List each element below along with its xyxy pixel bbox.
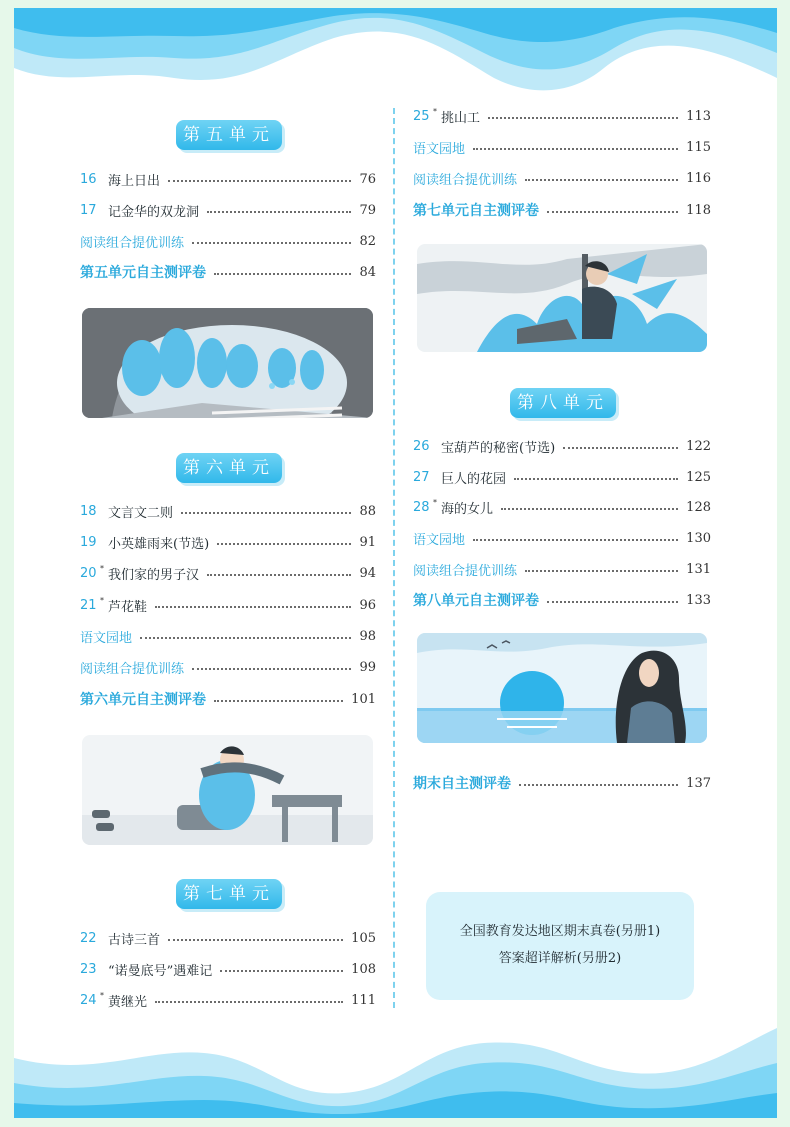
lesson-number: 27 bbox=[413, 469, 430, 485]
toc-row[interactable] bbox=[80, 927, 376, 949]
supplement-line-2: 答案超详解析(另册2) bbox=[498, 951, 622, 966]
page-number: 79 bbox=[359, 202, 376, 218]
toc-row[interactable] bbox=[413, 589, 711, 611]
leader-dots bbox=[207, 574, 351, 576]
lesson-title: “诺曼底号”遇难记 bbox=[108, 963, 213, 979]
lesson-number: 22 bbox=[80, 930, 97, 946]
lesson-number: 19 bbox=[80, 534, 97, 550]
page-number: 94 bbox=[359, 565, 376, 581]
page-number: 113 bbox=[686, 108, 711, 124]
lesson-number: 20 * bbox=[80, 563, 104, 581]
leader-dots bbox=[220, 970, 343, 972]
lesson-number: 28 * bbox=[413, 497, 437, 515]
toc-row[interactable] bbox=[80, 989, 376, 1011]
toc-row[interactable] bbox=[413, 167, 711, 189]
leader-dots bbox=[168, 939, 343, 941]
toc-row[interactable] bbox=[80, 261, 376, 283]
toc-row[interactable] bbox=[80, 531, 376, 553]
leader-dots bbox=[514, 478, 678, 480]
unit-badge-6: 第六单元 bbox=[176, 453, 282, 483]
lesson-number: 18 bbox=[80, 503, 97, 519]
leader-dots bbox=[563, 447, 678, 449]
toc-row[interactable] bbox=[413, 435, 711, 457]
lesson-title: 小英雄雨来(节选) bbox=[108, 536, 210, 552]
page-number: 82 bbox=[359, 233, 376, 249]
page-number: 91 bbox=[359, 534, 376, 550]
mermaid-illustration bbox=[417, 633, 707, 743]
page-number: 116 bbox=[686, 170, 711, 186]
top-wave-decoration bbox=[14, 8, 777, 108]
page-number: 131 bbox=[686, 561, 711, 577]
toc-row[interactable] bbox=[80, 625, 376, 647]
toc-row[interactable] bbox=[80, 230, 376, 252]
lesson-number: 21 * bbox=[80, 595, 104, 613]
page-number: 137 bbox=[686, 775, 711, 791]
shipwreck-illustration bbox=[417, 244, 707, 352]
unit-test-title: 第七单元自主测评卷 bbox=[413, 203, 539, 219]
page-number: 118 bbox=[686, 202, 711, 218]
lesson-title: 芦花鞋 bbox=[108, 599, 148, 615]
toc-row[interactable] bbox=[413, 496, 711, 518]
toc-row[interactable] bbox=[413, 466, 711, 488]
lesson-title: 巨人的花园 bbox=[441, 471, 507, 487]
page-number: 99 bbox=[359, 659, 376, 675]
page-number: 88 bbox=[359, 503, 376, 519]
section-title: 阅读组合提优训练 bbox=[413, 172, 518, 188]
toc-row[interactable] bbox=[80, 168, 376, 190]
bottom-wave-decoration bbox=[14, 1018, 777, 1118]
leader-dots bbox=[214, 273, 351, 275]
unit-badge-5: 第五单元 bbox=[176, 120, 282, 150]
leader-dots bbox=[181, 512, 351, 514]
section-title: 阅读组合提优训练 bbox=[80, 661, 185, 677]
scholar-illustration bbox=[82, 735, 373, 845]
leader-dots bbox=[207, 211, 351, 213]
toc-row[interactable] bbox=[80, 199, 376, 221]
lesson-title: 海上日出 bbox=[108, 173, 161, 189]
page-number: 105 bbox=[351, 930, 376, 946]
leader-dots bbox=[214, 700, 343, 702]
toc-row[interactable] bbox=[413, 136, 711, 158]
page-number: 133 bbox=[686, 592, 711, 608]
toc-row[interactable] bbox=[80, 594, 376, 616]
section-title: 语文园地 bbox=[413, 532, 466, 548]
final-exam-title: 期末自主测评卷 bbox=[413, 776, 511, 792]
page-number: 101 bbox=[351, 691, 376, 707]
page-number: 130 bbox=[686, 530, 711, 546]
toc-row[interactable] bbox=[413, 558, 711, 580]
column-divider bbox=[393, 108, 395, 1008]
lesson-number: 26 bbox=[413, 438, 430, 454]
leader-dots bbox=[519, 784, 678, 786]
lesson-title: 记金华的双龙洞 bbox=[108, 204, 200, 220]
lesson-title: 文言文二则 bbox=[108, 505, 174, 521]
page-number: 96 bbox=[359, 597, 376, 613]
leader-dots bbox=[547, 211, 678, 213]
unit-test-title: 第八单元自主测评卷 bbox=[413, 593, 539, 609]
unit-badge-7: 第七单元 bbox=[176, 879, 282, 909]
toc-row[interactable] bbox=[413, 199, 711, 221]
leader-dots bbox=[192, 668, 351, 670]
lesson-title: 海的女儿 bbox=[441, 501, 494, 517]
toc-row[interactable] bbox=[80, 562, 376, 584]
page-number: 76 bbox=[359, 171, 376, 187]
leader-dots bbox=[217, 543, 351, 545]
page-number: 108 bbox=[351, 961, 376, 977]
section-title: 阅读组合提优训练 bbox=[413, 563, 518, 579]
leader-dots bbox=[525, 570, 678, 572]
leader-dots bbox=[168, 180, 351, 182]
toc-row[interactable] bbox=[413, 527, 711, 549]
leader-dots bbox=[192, 242, 351, 244]
leader-dots bbox=[547, 601, 678, 603]
section-title: 语文园地 bbox=[413, 141, 466, 157]
lesson-title: 黄继光 bbox=[108, 994, 148, 1010]
unit-badge-8: 第八单元 bbox=[510, 388, 616, 418]
supplement-line-1: 全国教育发达地区期末真卷(另册1) bbox=[459, 924, 661, 939]
leader-dots bbox=[140, 637, 351, 639]
page-number: 115 bbox=[686, 139, 711, 155]
lesson-number: 25 * bbox=[413, 106, 437, 124]
page-number: 98 bbox=[359, 628, 376, 644]
section-title: 阅读组合提优训练 bbox=[80, 235, 185, 251]
leader-dots bbox=[473, 539, 678, 541]
toc-row[interactable] bbox=[80, 958, 376, 980]
lesson-title: 我们家的男子汉 bbox=[108, 567, 200, 583]
lesson-number: 23 bbox=[80, 961, 97, 977]
page-number: 128 bbox=[686, 499, 711, 515]
section-title: 语文园地 bbox=[80, 630, 133, 646]
lesson-title: 宝葫芦的秘密(节选) bbox=[441, 440, 556, 456]
page-number: 84 bbox=[359, 264, 376, 280]
cave-illustration bbox=[82, 308, 373, 418]
toc-row[interactable] bbox=[80, 656, 376, 678]
page-number: 122 bbox=[686, 438, 711, 454]
page-number: 125 bbox=[686, 469, 711, 485]
toc-row[interactable] bbox=[80, 688, 376, 710]
leader-dots bbox=[473, 148, 678, 150]
lesson-title: 古诗三首 bbox=[108, 932, 161, 948]
unit-test-title: 第五单元自主测评卷 bbox=[80, 265, 206, 281]
toc-row[interactable] bbox=[80, 500, 376, 522]
lesson-number: 17 bbox=[80, 202, 97, 218]
toc-page bbox=[14, 8, 777, 1118]
leader-dots bbox=[525, 179, 678, 181]
toc-row[interactable] bbox=[413, 105, 711, 127]
leader-dots bbox=[488, 117, 678, 119]
page-number: 111 bbox=[351, 992, 376, 1008]
leader-dots bbox=[155, 606, 351, 608]
lesson-number: 16 bbox=[80, 171, 97, 187]
lesson-number: 24 * bbox=[80, 990, 104, 1008]
supplement-note-box bbox=[426, 892, 694, 1000]
leader-dots bbox=[155, 1001, 343, 1003]
leader-dots bbox=[501, 508, 678, 510]
final-exam-row[interactable] bbox=[413, 772, 711, 794]
unit-test-title: 第六单元自主测评卷 bbox=[80, 692, 206, 708]
lesson-title: 挑山工 bbox=[441, 110, 481, 126]
